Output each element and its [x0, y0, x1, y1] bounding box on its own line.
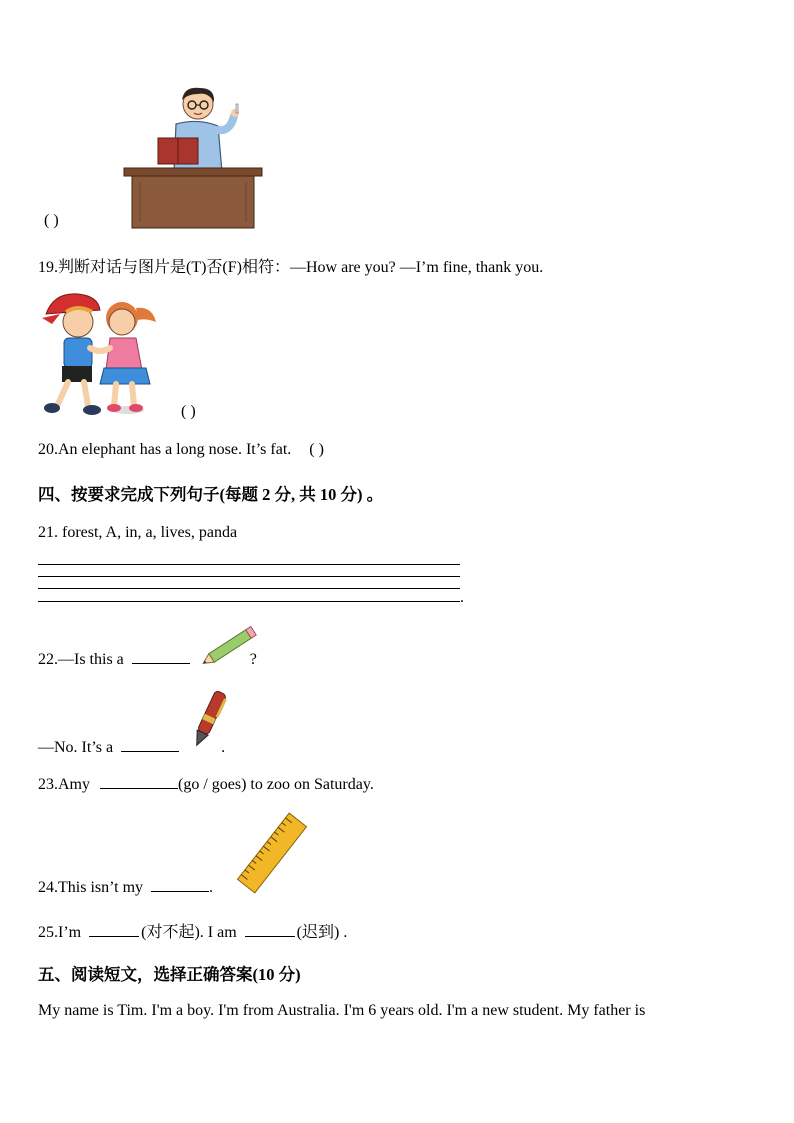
q18-answer-parens[interactable]: ( ) — [44, 212, 59, 229]
q19-answer-parens[interactable]: ( ) — [181, 403, 196, 420]
q20-question — [38, 441, 324, 459]
teacher-at-desk-illustration — [118, 82, 268, 232]
q21-answer-line-2[interactable] — [38, 576, 460, 577]
q22-answer-suffix: . — [221, 739, 226, 756]
q21-answer-line-1[interactable] — [38, 564, 460, 565]
q23-question — [38, 774, 374, 794]
q21-answer-line-4[interactable] — [38, 601, 460, 602]
q25-part3: (迟到) . — [296, 924, 348, 941]
q23-suffix: (go / goes) to zoo on Saturday. — [178, 776, 374, 793]
section-4-heading: 四、按要求完成下列句子(每题 2 分, 共 10 分) 。 — [38, 485, 384, 504]
q25-blank-2[interactable] — [245, 922, 295, 937]
q22-question-prefix: 22.—Is this a — [38, 651, 124, 668]
q21-answer-line-3[interactable] — [38, 588, 460, 589]
q25-part2: (对不起). I am — [141, 924, 237, 941]
q22-answer-line — [38, 737, 225, 757]
q24-suffix: . — [209, 879, 214, 896]
q22-question-suffix: ? — [249, 651, 257, 668]
q22-question-blank[interactable] — [132, 649, 190, 664]
pencil-illustration — [198, 624, 262, 668]
children-shaking-hands-illustration — [38, 288, 178, 420]
q19-question: 19.判断对话与图片是(T)否(F)相符：—How are you? —I’m fine, thank you. — [38, 259, 544, 276]
q21-end-mark: . — [460, 589, 464, 606]
q23-prefix: 23.Amy — [38, 776, 90, 793]
q21-question: 21. forest, A, in, a, lives, panda — [38, 524, 238, 541]
q22-answer-blank[interactable] — [121, 737, 179, 752]
ruler-illustration — [236, 812, 308, 894]
q24-question — [38, 877, 213, 897]
q25-question — [38, 919, 347, 942]
q24-blank[interactable] — [151, 877, 209, 892]
q20-text: 20.An elephant has a long nose. It’s fat. — [38, 441, 292, 458]
q25-blank-1[interactable] — [89, 922, 139, 937]
q22-answer-prefix: —No. It’s a — [38, 739, 114, 756]
reading-passage-line-1: My name is Tim. I'm a boy. I'm from Australia. I'm 6 years old. I'm a new student. My father is — [38, 1002, 646, 1019]
q24-prefix: 24.This isn’t my — [38, 879, 144, 896]
q23-blank[interactable] — [100, 774, 178, 789]
q25-part1: 25.I’m — [38, 924, 82, 941]
section-5-heading: 五、阅读短文，选择正确答案(10 分) — [38, 965, 301, 984]
q20-answer-parens[interactable]: ( ) — [309, 441, 324, 458]
